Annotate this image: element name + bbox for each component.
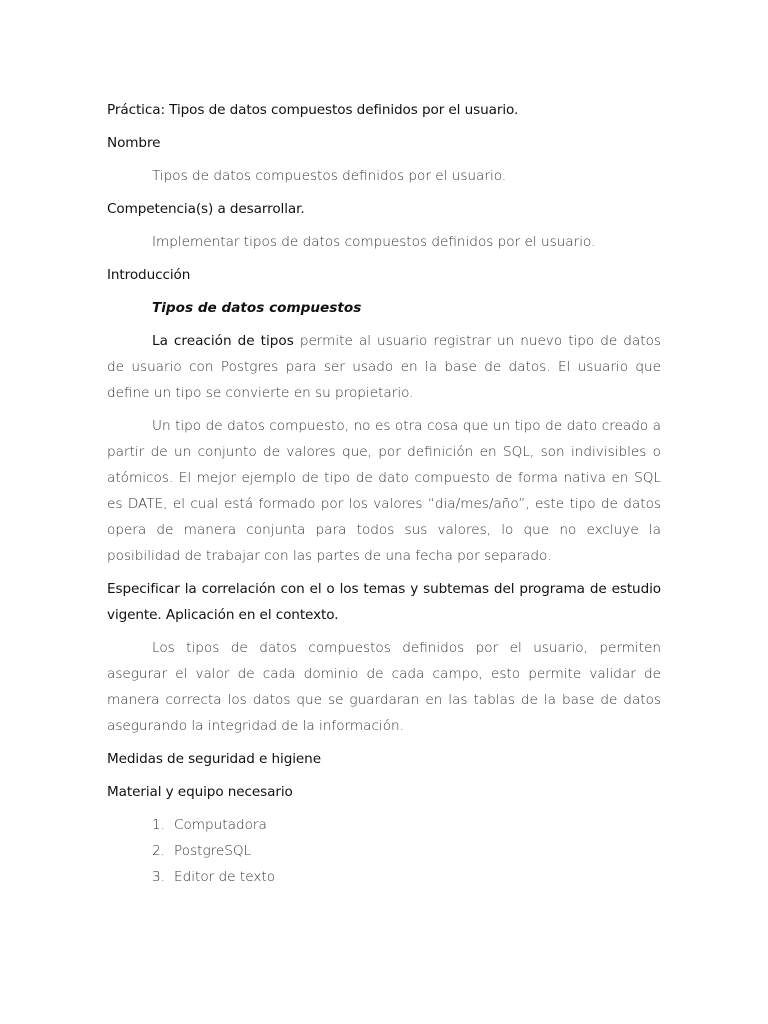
seguridad-heading: Medidas de seguridad e higiene <box>107 751 321 767</box>
list-item <box>107 864 661 890</box>
correlacion-heading: Especificar la correlación con el o los temas y subtemas del programa de estudio vigente. Aplicación en el contexto. <box>107 581 661 623</box>
introduccion-lead-text: La creación de tipos <box>152 333 294 349</box>
material-list <box>107 812 661 890</box>
list-item <box>107 812 661 838</box>
competencia-value: Implementar tipos de datos compuestos definidos por el usuario. <box>152 234 596 250</box>
list-item-text: PostgreSQL <box>174 843 252 859</box>
introduccion-heading: Introducción <box>107 267 191 283</box>
list-item-number: 1. <box>152 817 165 833</box>
list-item-number: 3. <box>152 869 165 885</box>
nombre-value: Tipos de datos compuestos definidos por el usuario. <box>152 168 507 184</box>
material-heading: Material y equipo necesario <box>107 784 293 800</box>
introduccion-paragraph-1-rest: permite al usuario registrar un nuevo tipo de datos de usuario con Postgres para ser usado en la base de datos. El usuario que define un tipo se convierte en su propietario. <box>107 333 661 401</box>
introduccion-subtitle: Tipos de datos compuestos <box>152 300 362 316</box>
list-item-text: Editor de texto <box>174 869 276 885</box>
competencia-heading: Competencia(s) a desarrollar. <box>107 201 305 217</box>
list-item-text: Computadora <box>174 817 267 833</box>
introduccion-paragraph-1 <box>107 328 661 406</box>
list-item-number: 2. <box>152 843 165 859</box>
document-page <box>107 97 661 890</box>
nombre-heading: Nombre <box>107 135 161 151</box>
correlacion-paragraph: Los tipos de datos compuestos definidos por el usuario, permiten asegurar el valor de cada dominio de cada campo, esto permite validar de manera correcta los datos que se guardaran en las tablas de la base de datos asegurando la integridad de la información. <box>107 640 661 734</box>
document-title: Práctica: Tipos de datos compuestos definidos por el usuario. <box>107 102 519 118</box>
list-item <box>107 838 661 864</box>
introduccion-paragraph-2: Un tipo de datos compuesto, no es otra cosa que un tipo de dato creado a partir de un conjunto de valores que, por definición en SQL, son indivisibles o atómicos. El mejor ejemplo de tipo de dato compuesto de forma nativa en SQL es DATE, el cual está formado por los valores “dia/mes/año”, este tipo de datos opera de manera conjunta para todos sus valores, lo que no excluye la posibilidad de trabajar con las partes de una fecha por separado. <box>107 418 661 564</box>
